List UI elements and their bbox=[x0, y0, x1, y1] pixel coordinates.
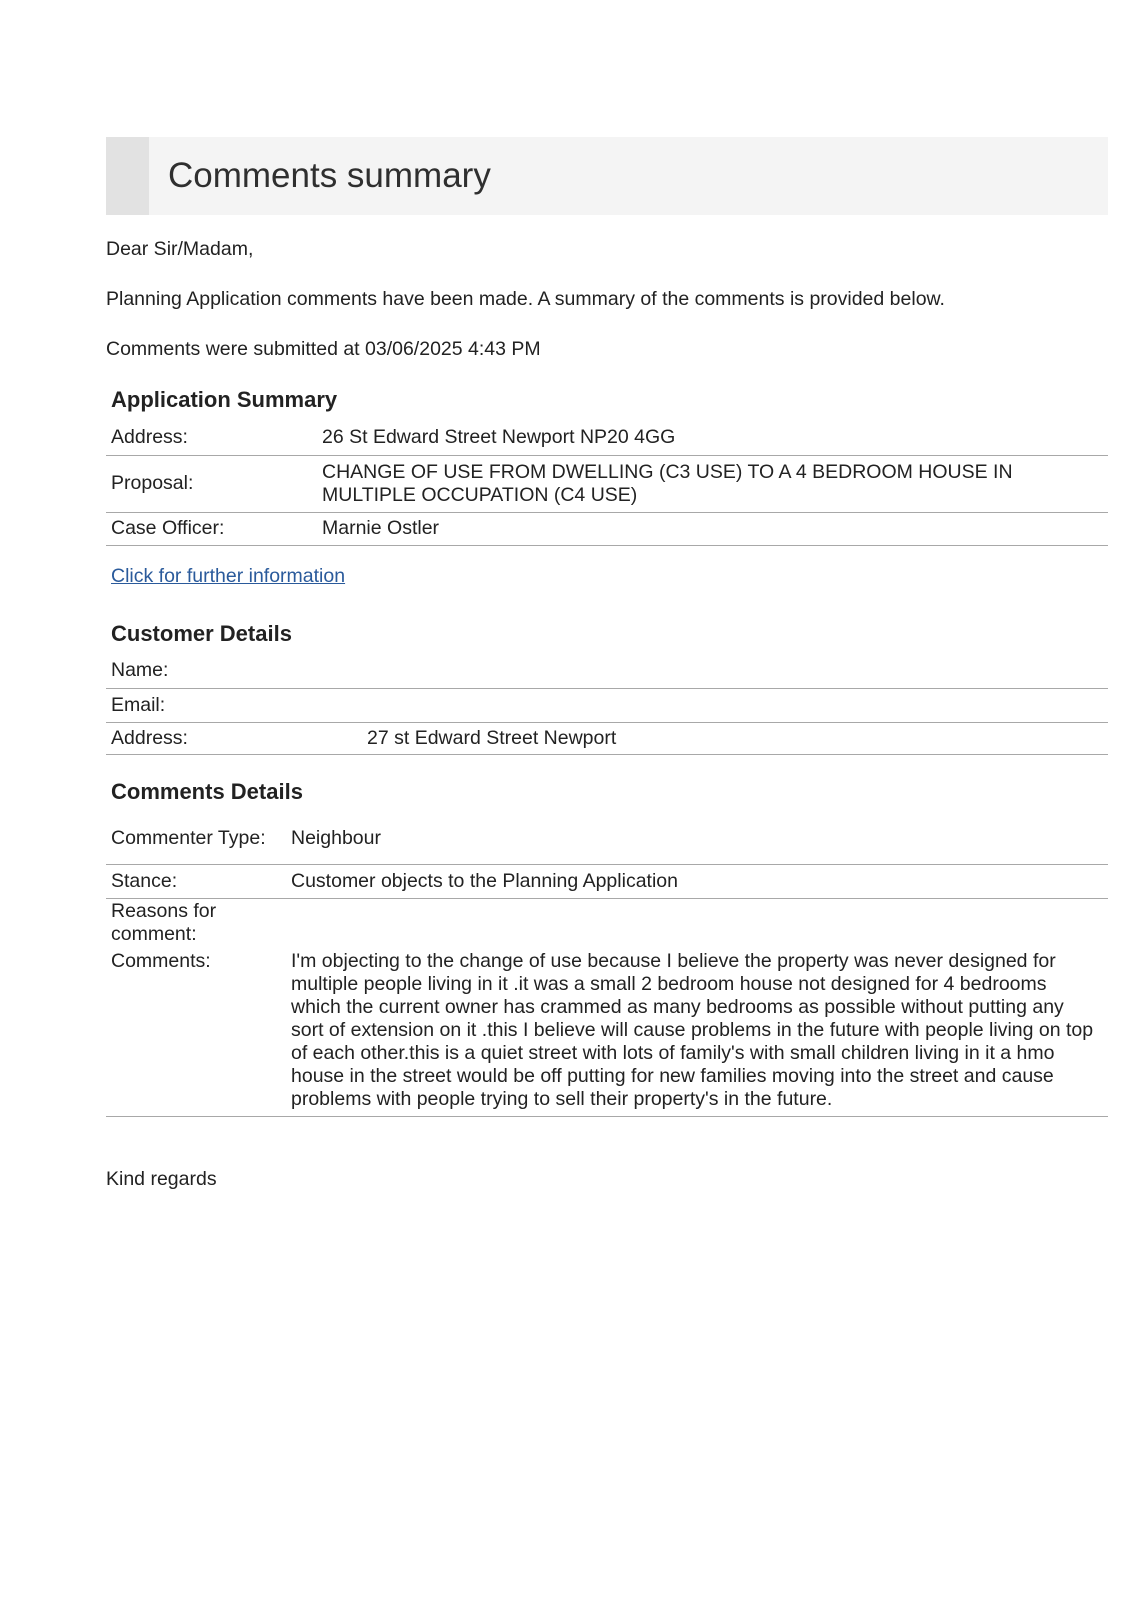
row-value: 26 St Edward Street Newport NP20 4GG bbox=[322, 426, 676, 449]
table-row bbox=[106, 722, 1108, 754]
page-title: Comments summary bbox=[168, 156, 491, 195]
title-accent-bar bbox=[106, 137, 149, 215]
row-value: CHANGE OF USE FROM DWELLING (C3 USE) TO A 4 BEDROOM HOUSE IN MULTIPLE OCCUPATION (C4 USE) bbox=[322, 460, 1013, 506]
row-value: Neighbour bbox=[291, 826, 381, 849]
row-label: Address: bbox=[111, 426, 188, 449]
row-label: Email: bbox=[111, 693, 166, 716]
table-row bbox=[106, 512, 1108, 545]
table-row bbox=[106, 455, 1108, 512]
row-label: Name: bbox=[111, 659, 169, 682]
table-row bbox=[106, 948, 1108, 1117]
greeting: Dear Sir/Madam, bbox=[106, 238, 254, 260]
table-row bbox=[106, 898, 1108, 948]
title-bar bbox=[106, 137, 1108, 215]
submitted-text: Comments were submitted at 03/06/2025 4:43 PM bbox=[106, 338, 541, 360]
closing-text: Kind regards bbox=[106, 1168, 217, 1190]
comment-text: I'm objecting to the change of use because I believe the property was never designed for multiple people living in it .it was a small 2 bedroom house not designed for 4 bedrooms which the current owner has crammed as many bedrooms as possible without putting any sort of extension on it .this I believe will cause problems in the future with people living on top of each other.this is a quiet street with lots of family's with small children living in it a hmo house in the street would be off putting for new families moving into the street and cause problems with people trying to sell their property's in the future. bbox=[291, 950, 1094, 1110]
table-row bbox=[106, 688, 1108, 722]
row-label: Comments: bbox=[111, 950, 211, 972]
row-label: Case Officer: bbox=[111, 517, 225, 539]
row-label: Reasons for comment: bbox=[111, 900, 217, 946]
table-row bbox=[106, 654, 1108, 688]
further-information-link[interactable]: Click for further information bbox=[111, 565, 346, 587]
row-label: Proposal: bbox=[111, 472, 194, 494]
row-value: Marnie Ostler bbox=[322, 517, 440, 539]
row-label: Commenter Type: bbox=[111, 826, 266, 849]
comments-details-table bbox=[106, 813, 1108, 1117]
row-value bbox=[362, 688, 1108, 722]
document-page bbox=[106, 137, 1108, 1190]
row-label: Address: bbox=[111, 726, 188, 749]
application-summary-heading: Application Summary bbox=[111, 387, 338, 412]
customer-details-heading: Customer Details bbox=[111, 621, 292, 646]
table-row bbox=[106, 813, 1108, 864]
table-row bbox=[106, 421, 1108, 455]
customer-details-table bbox=[106, 654, 1108, 755]
row-value: 27 st Edward Street Newport bbox=[367, 726, 617, 749]
intro-text: Planning Application comments have been made. A summary of the comments is provided below. bbox=[106, 288, 945, 310]
row-label: Stance: bbox=[111, 869, 178, 892]
row-value bbox=[286, 898, 1108, 948]
comments-details-heading: Comments Details bbox=[111, 779, 303, 804]
row-value bbox=[362, 654, 1108, 688]
row-value: Customer objects to the Planning Application bbox=[291, 869, 678, 892]
table-row bbox=[106, 864, 1108, 898]
application-summary-table bbox=[106, 421, 1108, 546]
